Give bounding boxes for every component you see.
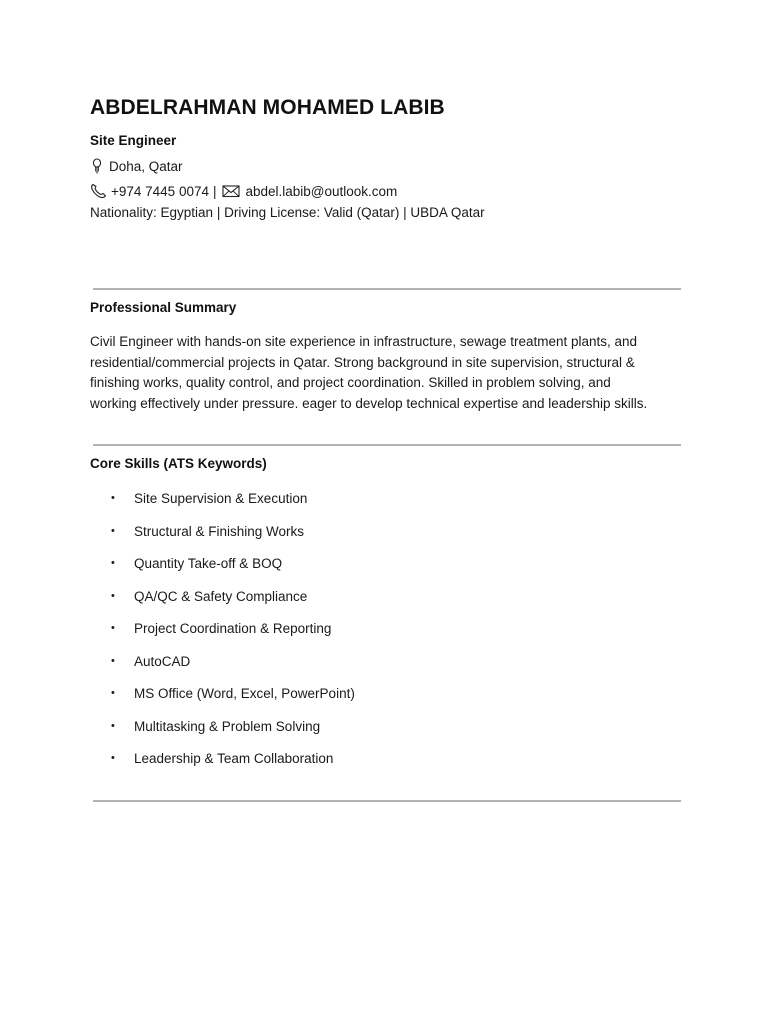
summary-line: Civil Engineer with hands-on site experience in infrastructure, sewage treatment plants, and [90, 334, 638, 349]
job-title: Site Engineer [90, 133, 177, 148]
summary-heading: Professional Summary [90, 300, 237, 315]
bullet-icon: • [111, 687, 115, 699]
bullet-icon: • [111, 752, 115, 764]
skill-label: Site Supervision & Execution [134, 491, 308, 506]
bullet-icon: • [111, 622, 115, 634]
phone-number: +974 7445 0074 [111, 183, 209, 199]
bullet-icon: • [111, 719, 115, 732]
skill-label: Quantity Take-off & BOQ [134, 556, 283, 571]
summary-line: residential/commercial projects in Qatar. Strong background in site supervision, structural & [90, 354, 635, 370]
skill-label: Leadership & Team Collaboration [134, 751, 334, 766]
skill-label: Project Coordination & Reporting [134, 621, 332, 636]
personal-details: Nationality: Egyptian | Driving License: Valid (Qatar) | UBDA Qatar [90, 205, 485, 220]
skill-label: QA/QC & Safety Compliance [134, 588, 308, 604]
bullet-icon: • [111, 654, 115, 667]
contact-separator: | [212, 183, 217, 199]
skills-heading: Core Skills (ATS Keywords) [90, 456, 267, 471]
bullet-icon: • [111, 524, 115, 537]
skill-label: MS Office (Word, Excel, PowerPoint) [134, 686, 355, 701]
section-divider [93, 288, 681, 290]
summary-line: finishing works, quality control, and project coordination. Skilled in problem solving, and [90, 375, 611, 391]
phone-icon [90, 183, 106, 199]
summary-line: working effectively under pressure. eager to develop technical expertise and leadership skills. [90, 396, 648, 412]
skill-label: Multitasking & Problem Solving [134, 718, 321, 734]
skill-label: AutoCAD [134, 653, 191, 669]
summary-paragraph [90, 332, 675, 415]
skill-label: Structural & Finishing Works [134, 523, 305, 539]
bullet-icon: • [111, 557, 115, 569]
location-text: Doha, Qatar [109, 158, 183, 174]
bullet-icon: • [111, 589, 115, 602]
section-divider [93, 800, 681, 802]
map-pin-icon [90, 158, 106, 174]
section-divider [93, 444, 681, 446]
envelope-icon [222, 183, 241, 199]
candidate-name: ABDELRAHMAN MOHAMED LABIB [90, 96, 445, 119]
contact-line [90, 183, 397, 199]
email-address: abdel.labib@outlook.com [245, 183, 398, 199]
bullet-icon: • [111, 492, 115, 504]
location-line [90, 158, 183, 174]
